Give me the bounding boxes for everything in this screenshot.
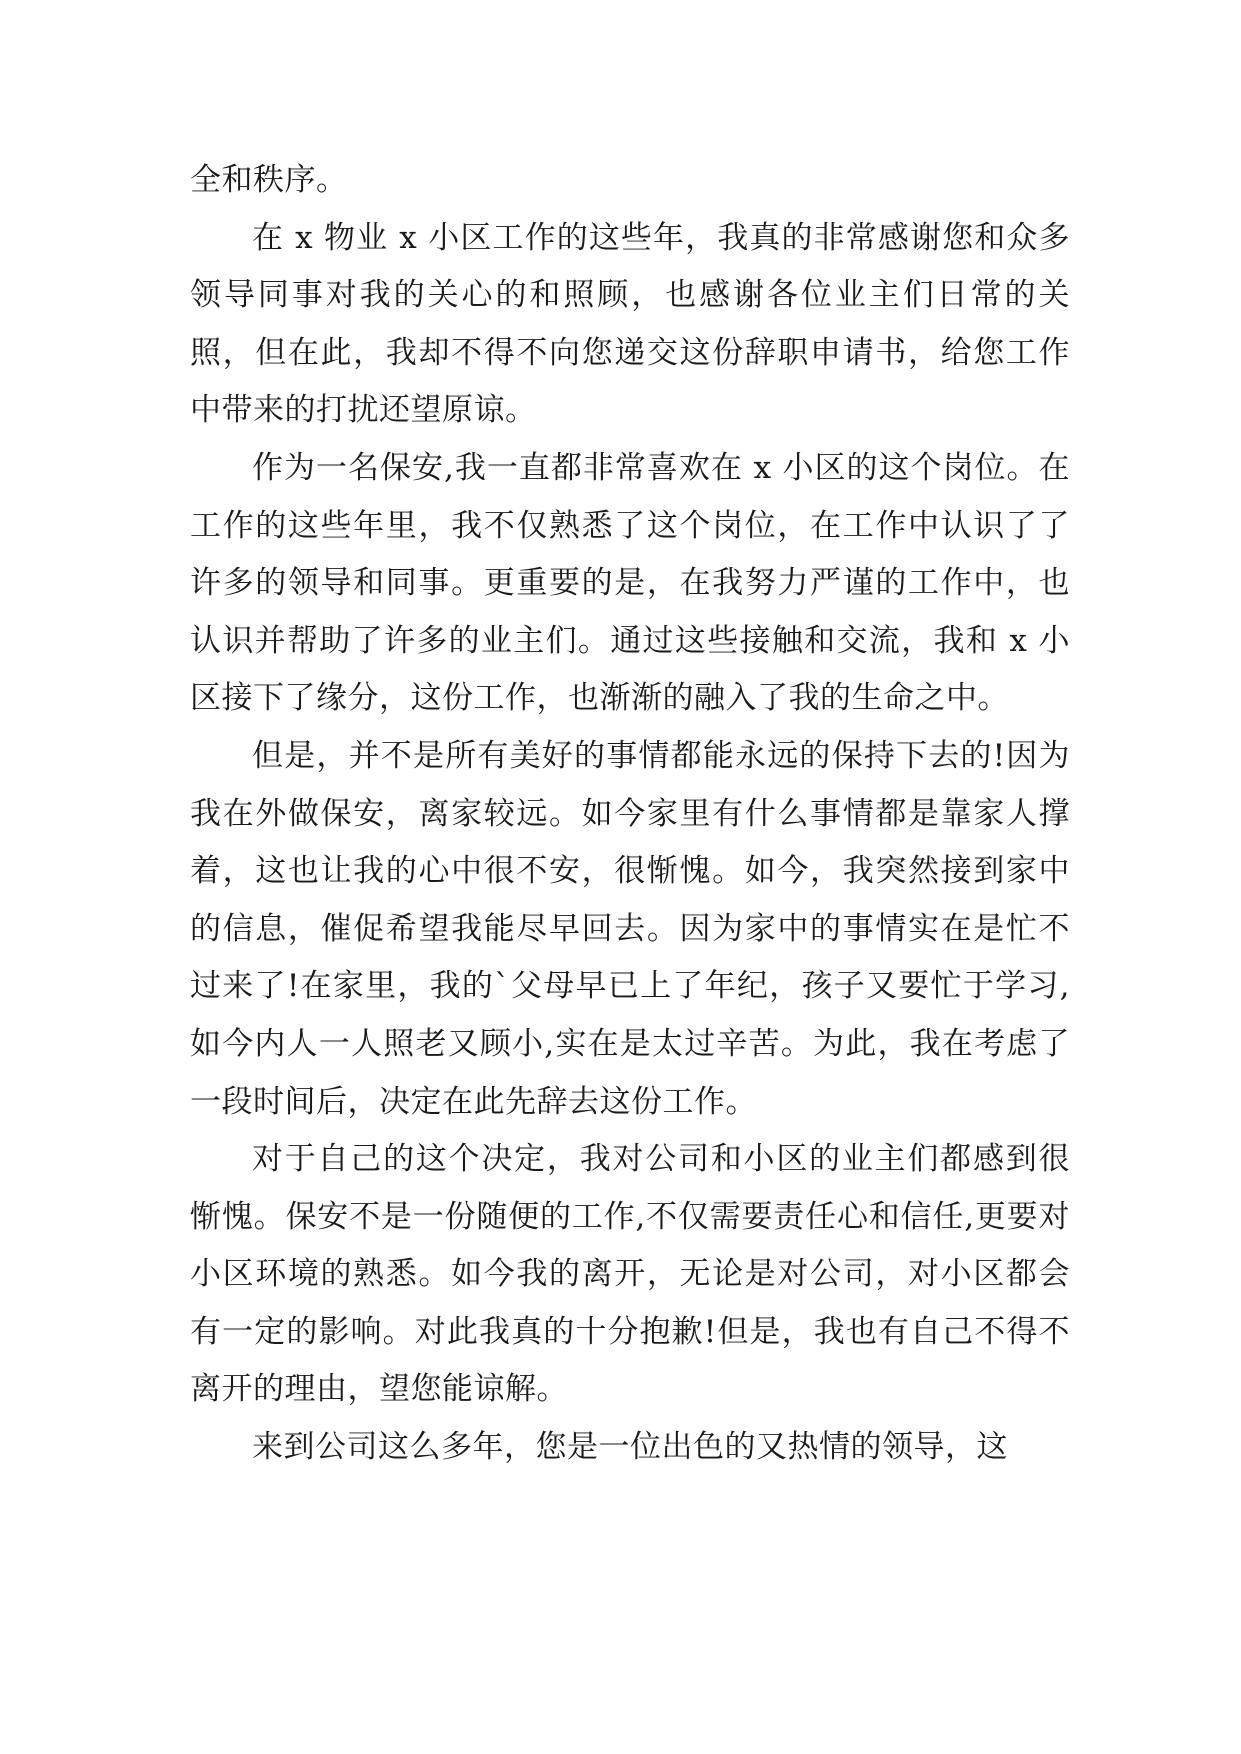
paragraph: 来到公司这么多年，您是一位出色的又热情的领导，这 — [252, 1429, 1008, 1466]
paragraph: 对于自己的这个决定，我对公司和小区的业主们都感到很惭愧。保安不是一份随便的工作,不仅需要责任心和信任,更要对小区环境的熟悉。如今我的离开，无论是对公司，对小区都会有一定的影响。对此我真的十分抱歉!但是，我也有自己不得不离开的理由，望您能谅解。 — [190, 1141, 1070, 1408]
paragraph: 作为一名保安,我一直都非常喜欢在 x 小区的这个岗位。在工作的这些年里，我不仅熟悉了这个岗位，在工作中认识了了许多的领导和同事。更重要的是，在我努力严谨的工作中，也认识并帮助了许多的业主们。通过这些接触和交流，我和 x 小区接下了缘分，这份工作，也渐渐的融入了我的生命之中。 — [190, 449, 1070, 717]
document-body — [190, 152, 1070, 1477]
paragraph: 全和秩序。 — [190, 162, 348, 198]
paragraph: 在 x 物业 x 小区工作的这些年，我真的非常感谢您和众多领导同事对我的关心的和照顾，也感谢各位业主们日常的关照，但在此，我却不得不向您递交这份辞职申请书，给您工作中带来的打扰还望原谅。 — [190, 219, 1070, 429]
paragraph: 但是，并不是所有美好的事情都能永远的保持下去的!因为我在外做保安，离家较远。如今家里有什么事情都是靠家人撑着，这也让我的心中很不安，很惭愧。如今，我突然接到家中的信息，催促希望我能尽早回去。因为家中的事情实在是忙不过来了!在家里，我的`父母早已上了年纪，孩子又要忙于学习,如今内人一人照老又顾小,实在是太过辛苦。为此，我在考虑了一段时间后，决定在此先辞去这份工作。 — [190, 737, 1070, 1120]
